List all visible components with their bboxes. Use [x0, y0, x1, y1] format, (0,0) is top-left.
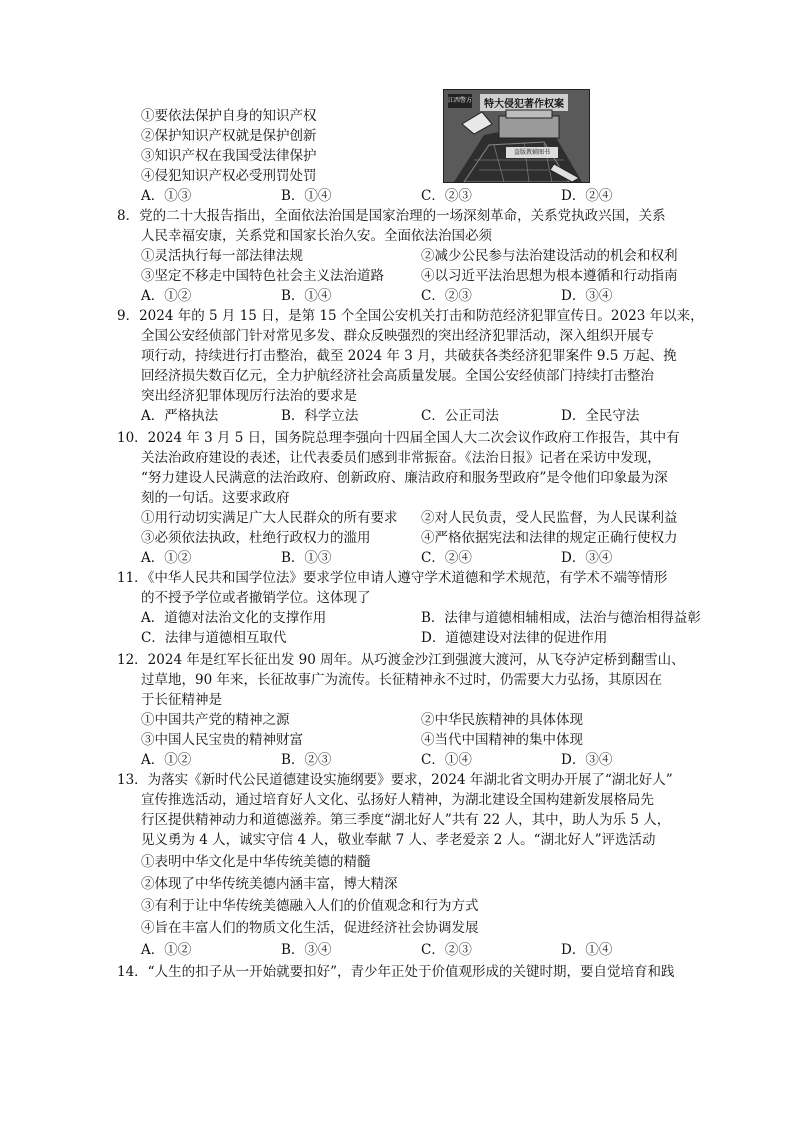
q10-option-b: B．①③: [281, 550, 332, 566]
q13-option-d: D．①④: [561, 942, 613, 958]
q11-stem-line-2: 的不授予学位或者撤销学位。这体现了: [141, 590, 371, 606]
cartoon-label: 盗版教辅图书: [506, 147, 558, 158]
q13-option-c: C．②③: [421, 942, 472, 958]
q12-stem-line-3: 于长征精神是: [141, 692, 222, 708]
q8-stem-line-1: 8．党的二十大报告指出，全面依法治国是国家治理的一场深刻革命，关系党执政兴国，关系: [117, 208, 666, 224]
q10-item-2: ②对人民负责，受人民监督，为人民谋利益: [421, 510, 678, 526]
q9-option-b: B．科学立法: [281, 408, 359, 424]
cartoon-caption: 特大侵犯著作权案: [480, 94, 568, 111]
q13-stem-line-1: 13．为落实《新时代公民道德建设实施纲要》要求，2024 年湖北省文明办开展了“湖北好人”: [117, 772, 673, 788]
q10-stem-line-2: 关法治政府建设的表述，让代表委员们感到非常振奋。《法治日报》记者在采访中发现，: [141, 450, 661, 466]
q7-option-b: B．①④: [281, 188, 332, 204]
q8-option-b: B．①④: [281, 288, 332, 304]
q7-option-c: C．②③: [421, 188, 472, 204]
q11-option-b: B．法律与道德相辅相成，法治与德治相得益彰: [421, 610, 701, 626]
q8-item-3: ③坚定不移走中国特色社会主义法治道路: [141, 268, 384, 284]
cartoon-stamp: 江西警方: [448, 94, 472, 108]
q13-option-b: B．③④: [281, 942, 332, 958]
q12-option-c: C．①④: [421, 752, 472, 768]
q11-option-c: C．法律与道德相互取代: [141, 630, 287, 646]
q9-option-d: D．全民守法: [561, 408, 640, 424]
q8-option-a: A．①②: [141, 288, 192, 304]
q9-stem-line-5: 突出经济犯罪体现厉行法治的要求是: [141, 388, 357, 404]
q9-stem-line-4: 回经济损失数百亿元，全力护航经济社会高质量发展。全国公安经侦部门持续打击整治: [141, 368, 654, 384]
q12-item-3: ③中国人民宝贵的精神财富: [141, 732, 303, 748]
q7-cartoon-image: [443, 89, 590, 183]
q7-option-d: D．②④: [561, 188, 613, 204]
q10-option-d: D．③④: [561, 550, 613, 566]
q12-option-b: B．②③: [281, 752, 332, 768]
q9-stem-line-2: 全国公安经侦部门针对常见多发、群众反映强烈的突出经济犯罪活动，深入组织开展专: [141, 328, 654, 344]
q12-item-1: ①中国共产党的精神之源: [141, 712, 290, 728]
q10-item-3: ③必须依法执政，杜绝行政权力的滥用: [141, 530, 371, 546]
q8-option-c: C．②③: [421, 288, 472, 304]
q10-stem-line-4: 刻的一句话。这要求政府: [141, 490, 290, 506]
q8-option-d: D．③④: [561, 288, 613, 304]
q11-option-d: D．道德建设对法律的促进作用: [421, 630, 608, 646]
q9-stem-line-3: 项行动，持续进行打击整治，截至 2024 年 3 月，共破获各类经济犯罪案件 9.5 万起、挽: [141, 348, 677, 364]
q9-option-c: C．公正司法: [421, 408, 499, 424]
q11-stem-line-1: 11．《中华人民共和国学位法》要求学位申请人遵守学术道德和学术规范，有学术不端等情形: [117, 570, 668, 586]
q9-stem-line-1: 9．2024 年的 5 月 15 日，是第 15 个全国公安机关打击和防范经济犯罪宣传日。2023 年以来，: [117, 308, 704, 324]
q13-stem-line-4: 见义勇为 4 人，诚实守信 4 人，敬业奉献 7 人、孝老爱亲 2 人。“湖北好人”评选活动: [141, 832, 656, 848]
q11-option-a: A．道德对法治文化的支撑作用: [141, 610, 327, 626]
q8-item-1: ①灵活执行每一部法律法规: [141, 248, 303, 264]
q12-item-4: ④当代中国精神的集中体现: [421, 732, 583, 748]
q13-stem-line-3: 行区提供精神动力和道德滋养。第三季度“湖北好人”共有 22 人，其中，助人为乐 5 人，: [141, 812, 671, 828]
q12-option-d: D．③④: [561, 752, 613, 768]
q13-item-3: ③有利于让中华传统美德融入人们的价值观念和行为方式: [141, 898, 479, 914]
q8-item-2: ②减少公民参与法治建设活动的机会和权利: [421, 248, 678, 264]
q10-item-4: ④严格依据宪法和法律的规定正确行使权力: [421, 530, 678, 546]
q14-stem-line-1: 14．“人生的扣子从一开始就要扣好”，青少年正处于价值观形成的关键时期，要自觉培育和践: [117, 964, 675, 980]
q10-stem-line-3: “努力建设人民满意的法治政府、创新政府、廉洁政府和服务型政府”是令他们印象最为深: [141, 470, 668, 486]
q7-item-4: ④侵犯知识产权必受刑罚处罚: [141, 168, 317, 184]
q13-item-4: ④旨在丰富人们的物质文化生活，促进经济社会协调发展: [141, 920, 479, 936]
q7-option-a: A．①③: [141, 188, 192, 204]
q13-option-a: A．①②: [141, 942, 192, 958]
q7-item-2: ②保护知识产权就是保护创新: [141, 128, 317, 144]
q7-item-1: ①要依法保护自身的知识产权: [141, 108, 317, 124]
q13-item-1: ①表明中华文化是中华传统美德的精髓: [141, 854, 371, 870]
q9-option-a: A．严格执法: [141, 408, 219, 424]
q12-item-2: ②中华民族精神的具体体现: [421, 712, 583, 728]
q13-stem-line-2: 宣传推选活动，通过培育好人文化、弘扬好人精神，为湖北建设全国构建新发展格局先: [141, 792, 654, 808]
cartoon-drawing: [444, 90, 589, 182]
q13-item-2: ②体现了中华传统美德内涵丰富，博大精深: [141, 876, 398, 892]
q10-stem-line-1: 10．2024 年 3 月 5 日，国务院总理李强向十四届全国人大二次会议作政府工作报告，其中有: [117, 430, 680, 446]
q12-stem-line-1: 12．2024 年是红军长征出发 90 周年。从巧渡金沙江到强渡大渡河，从飞夺泸定桥到翻雪山、: [117, 652, 685, 668]
q10-item-1: ①用行动切实满足广大人民群众的所有要求: [141, 510, 398, 526]
q7-item-3: ③知识产权在我国受法律保护: [141, 148, 317, 164]
q10-option-c: C．②④: [421, 550, 472, 566]
q8-item-4: ④以习近平法治思想为根本遵循和行动指南: [421, 268, 678, 284]
q12-stem-line-2: 过草地，90 年来，长征故事广为流传。长征精神永不过时，仍需要大力弘扬，其原因在: [141, 672, 662, 688]
q10-option-a: A．①②: [141, 550, 192, 566]
q12-option-a: A．①②: [141, 752, 192, 768]
q8-stem-line-2: 人民幸福安康，关系党和国家长治久安。全面依法治国必须: [141, 228, 492, 244]
